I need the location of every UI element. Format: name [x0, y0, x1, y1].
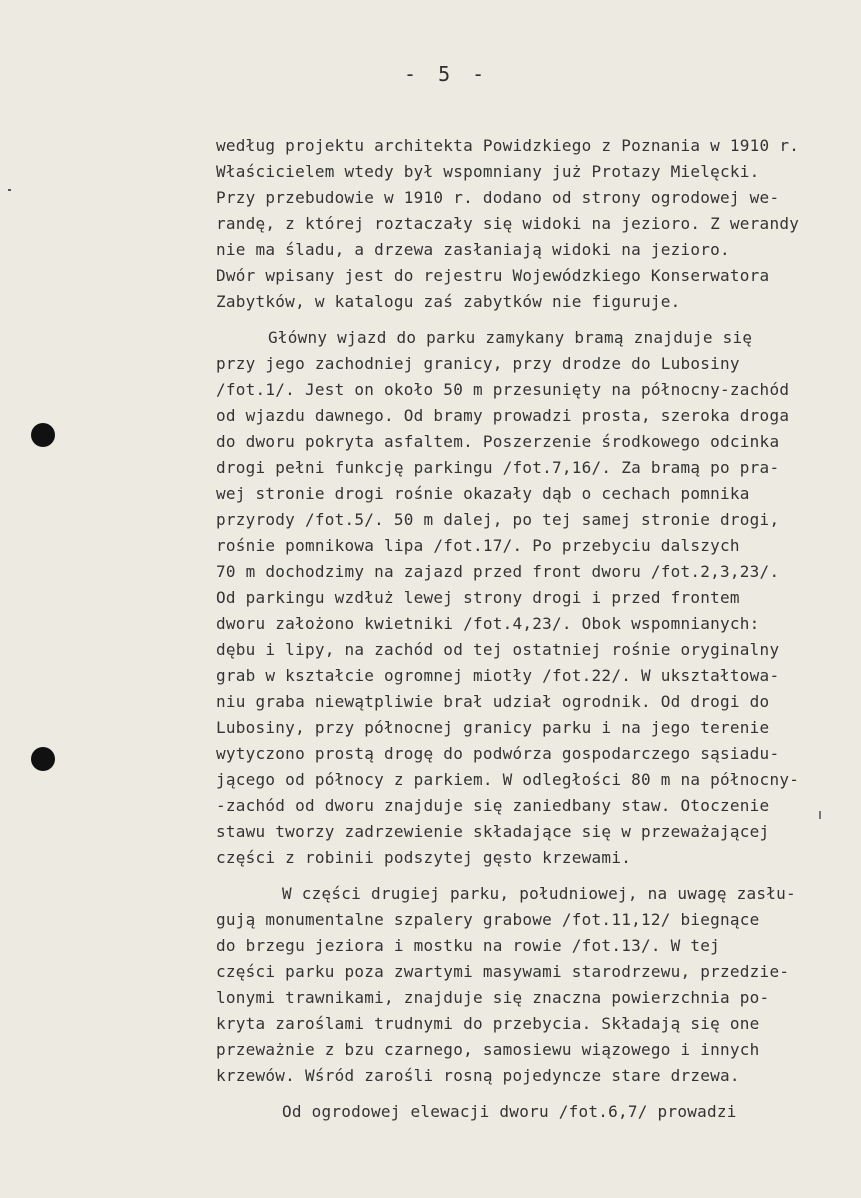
text-line: wytyczono prostą drogę do podwórza gospodarczego sąsiadu-	[216, 744, 780, 763]
text-line: krzewów. Wśród zarośli rosną pojedyncze stare drzewa.	[216, 1066, 740, 1085]
text-line: według projektu architekta Powidzkiego z Poznania w 1910 r.	[216, 136, 800, 155]
text-line: Od ogrodowej elewacji dworu /fot.6,7/ prowadzi	[282, 1102, 737, 1121]
text-line: nie ma śladu, a drzewa zasłaniają widoki na jezioro.	[216, 240, 730, 259]
text-line: dębu i lipy, na zachód od tej ostatniej rośnie oryginalny	[216, 640, 780, 659]
text-line: lonymi trawnikami, znajduje się znaczna powierzchnia po-	[216, 988, 770, 1007]
text-line: randę, z której roztaczały się widoki na jezioro. Z werandy	[216, 214, 800, 233]
text-line: Lubosiny, przy północnej granicy parku i na jego terenie	[216, 718, 770, 737]
text-line: części parku poza zwartymi masywami starodrzewu, przedzie-	[216, 962, 790, 981]
binder-hole-top	[31, 423, 55, 447]
text-line: Główny wjazd do parku zamykany bramą znajduje się	[268, 328, 753, 347]
text-line: części z robinii podszytej gęsto krzewami.	[216, 848, 632, 867]
text-line: -zachód od dworu znajduje się zaniedbany staw. Otoczenie	[216, 796, 770, 815]
text-line: 70 m dochodzimy na zajazd przed front dworu /fot.2,3,23/.	[216, 562, 780, 581]
text-line: rośnie pomnikowa lipa /fot.17/. Po przebyciu dalszych	[216, 536, 740, 555]
text-line: Właścicielem wtedy był wspomniany już Protazy Mielęcki.	[216, 162, 760, 181]
text-line: Przy przebudowie w 1910 r. dodano od strony ogrodowej we-	[216, 188, 780, 207]
text-line: dworu założono kwietniki /fot.4,23/. Obok wspomnianych:	[216, 614, 760, 633]
text-line: do brzegu jeziora i mostku na rowie /fot.13/. W tej	[216, 936, 721, 955]
text-line: Dwór wpisany jest do rejestru Wojewódzkiego Konserwatora	[216, 266, 770, 285]
text-line: W części drugiej parku, południowej, na uwagę zasłu-	[282, 884, 796, 903]
text-line: przyrody /fot.5/. 50 m dalej, po tej samej stronie drogi,	[216, 510, 780, 529]
text-line: od wjazdu dawnego. Od bramy prowadzi prosta, szeroka droga	[216, 406, 790, 425]
text-line: gują monumentalne szpalery grabowe /fot.11,12/ biegnące	[216, 910, 760, 929]
text-line: Zabytków, w katalogu zaś zabytków nie figuruje.	[216, 292, 681, 311]
text-line: przy jego zachodniej granicy, przy drodze do Lubosiny	[216, 354, 740, 373]
text-line: drogi pełni funkcję parkingu /fot.7,16/. Za bramą po pra-	[216, 458, 780, 477]
text-line: wej stronie drogi rośnie okazały dąb o cechach pomnika	[216, 484, 750, 503]
text-line: przeważnie z bzu czarnego, samosiewu wiązowego i innych	[216, 1040, 760, 1059]
text-line: Od parkingu wzdłuż lewej strony drogi i przed frontem	[216, 588, 740, 607]
text-line: jącego od północy z parkiem. W odległości 80 m na północny-	[216, 770, 800, 789]
paper-speck	[819, 811, 821, 819]
binder-hole-bottom	[31, 747, 55, 771]
text-line: kryta zaroślami trudnymi do przebycia. Składają się one	[216, 1014, 760, 1033]
paper-mark	[8, 189, 11, 191]
text-line: grab w kształcie ogromnej miotły /fot.22/. W ukształtowa-	[216, 666, 780, 685]
text-line: do dworu pokryta asfaltem. Poszerzenie środkowego odcinka	[216, 432, 780, 451]
page-number: - 5 -	[404, 62, 490, 86]
text-line: niu graba niewątpliwie brał udział ogrodnik. Od drogi do	[216, 692, 770, 711]
text-line: stawu tworzy zadrzewienie składające się w przeważającej	[216, 822, 770, 841]
text-line: /fot.1/. Jest on około 50 m przesunięty na północny-zachód	[216, 380, 790, 399]
